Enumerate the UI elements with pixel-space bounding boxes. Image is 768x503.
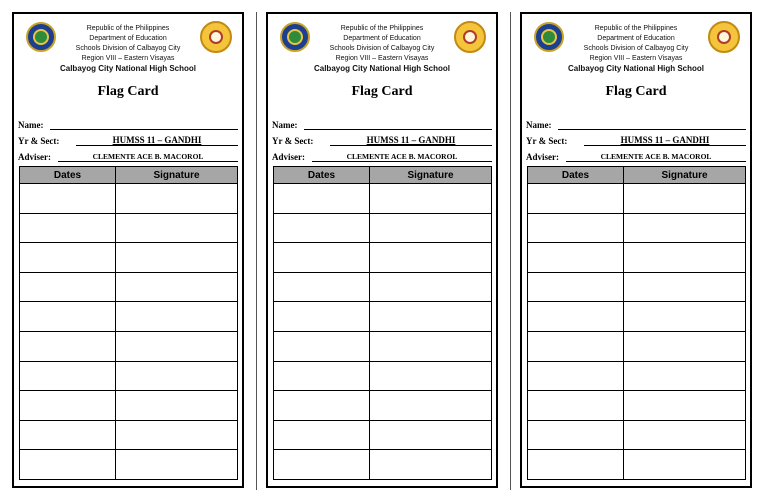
signature-header: Signature	[370, 167, 492, 184]
table-row	[20, 420, 238, 450]
signature-cell[interactable]	[370, 243, 492, 273]
table-row	[274, 391, 492, 421]
date-cell[interactable]	[274, 420, 370, 450]
adviser-label: Adviser:	[18, 152, 51, 162]
signature-cell[interactable]	[370, 361, 492, 391]
table-row	[20, 391, 238, 421]
date-cell[interactable]	[528, 391, 624, 421]
header-republic: Republic of the Philippines	[86, 25, 170, 32]
table-row	[528, 450, 746, 480]
card-title: Flag Card	[351, 84, 413, 99]
signature-table	[527, 166, 746, 480]
card-divider	[256, 12, 257, 490]
table-row	[20, 243, 238, 273]
table-row	[20, 213, 238, 243]
signature-header: Signature	[624, 167, 746, 184]
signature-cell[interactable]	[370, 302, 492, 332]
signature-cell[interactable]	[624, 243, 746, 273]
date-cell[interactable]	[274, 331, 370, 361]
date-cell[interactable]	[274, 450, 370, 480]
table-row	[20, 331, 238, 361]
date-cell[interactable]	[20, 361, 116, 391]
table-row	[274, 331, 492, 361]
name-line	[304, 118, 492, 130]
signature-cell[interactable]	[370, 420, 492, 450]
date-cell[interactable]	[20, 302, 116, 332]
date-cell[interactable]	[20, 391, 116, 421]
adviser-label: Adviser:	[526, 152, 559, 162]
table-row	[528, 243, 746, 273]
section-field	[272, 133, 492, 147]
flag-card	[12, 12, 244, 488]
signature-cell[interactable]	[624, 391, 746, 421]
header-department: Department of Education	[89, 35, 167, 42]
signature-cell[interactable]	[370, 213, 492, 243]
card-title: Flag Card	[97, 84, 159, 99]
date-cell[interactable]	[20, 272, 116, 302]
signature-cell[interactable]	[624, 361, 746, 391]
table-row	[528, 391, 746, 421]
section-value: HUMSS 11 – GANDHI	[112, 135, 202, 145]
signature-cell[interactable]	[370, 391, 492, 421]
date-cell[interactable]	[274, 361, 370, 391]
header-school: Calbayog City National High School	[59, 64, 196, 73]
adviser-field	[526, 149, 746, 163]
date-cell[interactable]	[274, 302, 370, 332]
name-label: Name:	[526, 120, 552, 130]
header-school: Calbayog City National High School	[313, 64, 450, 73]
card-divider	[510, 12, 511, 490]
signature-cell[interactable]	[624, 213, 746, 243]
signature-cell[interactable]	[624, 302, 746, 332]
section-value: HUMSS 11 – GANDHI	[366, 135, 456, 145]
signature-cell[interactable]	[370, 184, 492, 214]
date-cell[interactable]	[274, 272, 370, 302]
table-row	[274, 450, 492, 480]
signature-cell[interactable]	[624, 184, 746, 214]
table-row	[274, 272, 492, 302]
signature-cell[interactable]	[624, 420, 746, 450]
date-cell[interactable]	[20, 450, 116, 480]
table-row	[274, 243, 492, 273]
table-row	[20, 272, 238, 302]
date-cell[interactable]	[528, 184, 624, 214]
adviser-value: CLEMENTE ACE B. MACOROL	[92, 152, 204, 161]
signature-cell[interactable]	[116, 450, 238, 480]
flag-card	[266, 12, 498, 488]
signature-rows	[274, 184, 492, 480]
section-label: Yr & Sect:	[18, 136, 60, 146]
adviser-line	[58, 150, 238, 162]
signature-cell[interactable]	[116, 361, 238, 391]
date-cell[interactable]	[528, 420, 624, 450]
signature-table	[19, 166, 238, 480]
signature-cell[interactable]	[624, 450, 746, 480]
name-line	[558, 118, 746, 130]
date-cell[interactable]	[20, 420, 116, 450]
header-school: Calbayog City National High School	[567, 64, 704, 73]
date-cell[interactable]	[274, 243, 370, 273]
name-field	[18, 117, 238, 131]
table-row	[528, 420, 746, 450]
signature-cell[interactable]	[116, 302, 238, 332]
date-cell[interactable]	[528, 450, 624, 480]
signature-cell[interactable]	[624, 272, 746, 302]
header-division: Schools Division of Calbayog City	[75, 45, 181, 52]
table-row	[528, 361, 746, 391]
dates-header: Dates	[528, 167, 624, 184]
header-division: Schools Division of Calbayog City	[583, 45, 689, 52]
date-cell[interactable]	[528, 302, 624, 332]
table-row	[528, 184, 746, 214]
table-row	[20, 184, 238, 214]
date-cell[interactable]	[274, 184, 370, 214]
date-cell[interactable]	[528, 331, 624, 361]
signature-cell[interactable]	[370, 272, 492, 302]
signature-cell[interactable]	[116, 272, 238, 302]
signature-cell[interactable]	[116, 391, 238, 421]
table-row	[274, 184, 492, 214]
table-row	[528, 331, 746, 361]
name-line	[50, 118, 238, 130]
date-cell[interactable]	[274, 391, 370, 421]
table-row	[528, 302, 746, 332]
table-row	[20, 450, 238, 480]
table-row	[528, 272, 746, 302]
signature-cell[interactable]	[370, 331, 492, 361]
section-field	[18, 133, 238, 147]
date-cell[interactable]	[528, 361, 624, 391]
signature-cell[interactable]	[116, 331, 238, 361]
flag-card	[520, 12, 752, 488]
signature-header: Signature	[116, 167, 238, 184]
adviser-field	[272, 149, 492, 163]
header-region: Region VIII – Eastern Visayas	[335, 55, 429, 62]
date-cell[interactable]	[20, 331, 116, 361]
adviser-value: CLEMENTE ACE B. MACOROL	[600, 152, 712, 161]
header-division: Schools Division of Calbayog City	[329, 45, 435, 52]
date-cell[interactable]	[528, 272, 624, 302]
header-republic: Republic of the Philippines	[594, 25, 678, 32]
date-cell[interactable]	[20, 213, 116, 243]
table-row	[274, 213, 492, 243]
signature-rows	[20, 184, 238, 480]
signature-cell[interactable]	[116, 243, 238, 273]
signature-cell[interactable]	[624, 331, 746, 361]
section-line	[584, 134, 746, 146]
signature-cell[interactable]	[116, 184, 238, 214]
dates-header: Dates	[274, 167, 370, 184]
card-title: Flag Card	[605, 84, 667, 99]
dates-header: Dates	[20, 167, 116, 184]
signature-rows	[528, 184, 746, 480]
table-row	[274, 302, 492, 332]
date-cell[interactable]	[528, 213, 624, 243]
header-region: Region VIII – Eastern Visayas	[81, 55, 175, 62]
section-label: Yr & Sect:	[272, 136, 314, 146]
adviser-label: Adviser:	[272, 152, 305, 162]
name-label: Name:	[272, 120, 298, 130]
adviser-field	[18, 149, 238, 163]
table-row	[274, 361, 492, 391]
signature-cell[interactable]	[116, 420, 238, 450]
name-field	[272, 117, 492, 131]
adviser-line	[566, 150, 746, 162]
header-region: Region VIII – Eastern Visayas	[589, 55, 683, 62]
section-field	[526, 133, 746, 147]
header-department: Department of Education	[597, 35, 675, 42]
table-row	[20, 302, 238, 332]
adviser-line	[312, 150, 492, 162]
name-field	[526, 117, 746, 131]
date-cell[interactable]	[20, 243, 116, 273]
date-cell[interactable]	[528, 243, 624, 273]
header-department: Department of Education	[343, 35, 421, 42]
signature-cell[interactable]	[370, 450, 492, 480]
signature-table	[273, 166, 492, 480]
table-row	[20, 361, 238, 391]
section-label: Yr & Sect:	[526, 136, 568, 146]
header-republic: Republic of the Philippines	[340, 25, 424, 32]
date-cell[interactable]	[20, 184, 116, 214]
table-row	[528, 213, 746, 243]
table-row	[274, 420, 492, 450]
adviser-value: CLEMENTE ACE B. MACOROL	[346, 152, 458, 161]
date-cell[interactable]	[274, 213, 370, 243]
section-line	[76, 134, 238, 146]
signature-cell[interactable]	[116, 213, 238, 243]
name-label: Name:	[18, 120, 44, 130]
section-value: HUMSS 11 – GANDHI	[620, 135, 710, 145]
section-line	[330, 134, 492, 146]
